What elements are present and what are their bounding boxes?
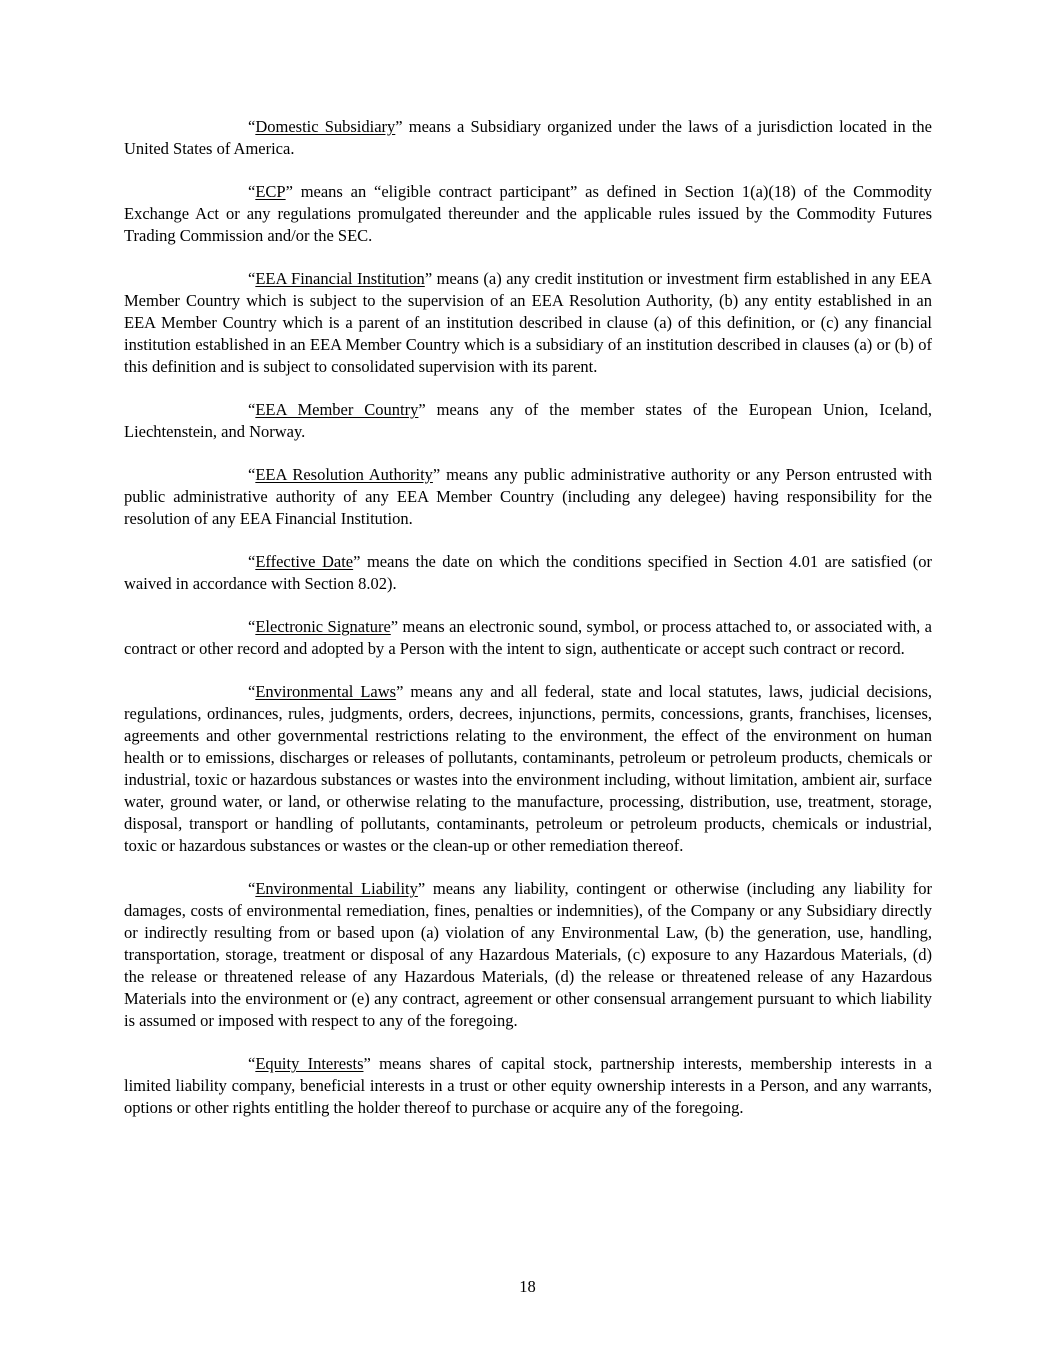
close-quote: ” [396, 682, 404, 701]
open-quote: “ [248, 617, 256, 636]
open-quote: “ [248, 682, 256, 701]
definition-paragraph [124, 1053, 932, 1119]
definition-paragraph [124, 464, 932, 530]
defined-term: Domestic Subsidiary [255, 117, 396, 136]
definition-paragraph [124, 551, 932, 595]
definition-text: means any and all federal, state and local statutes, laws, judicial decisions, regulations, ordinances, rules, judgments, orders, decrees, injunctions, permits, concessions, grants, franchises, licenses, agreements and other governmental restrictions relating to the environment, the effect of the environment on human health or to emissions, discharges or releases of pollutants, contaminants, petroleum or petroleum products, chemicals or industrial, toxic or hazardous substances or wastes into the environment including, without limitation, ambient air, surface water, ground water, or land, or otherwise relating to the manufacture, processing, distribution, use, treatment, storage, disposal, transport or handling of pollutants, contaminants, petroleum or petroleum products, chemicals or industrial, toxic or hazardous substances or wastes or the clean-up or other remediation thereof. [124, 682, 933, 855]
definition-paragraph [124, 268, 932, 378]
definition-paragraph [124, 616, 932, 660]
close-quote: ” [417, 879, 426, 898]
definition-text: means any liability, contingent or otherwise (including any liability for damages, costs of environmental remediation, fines, penalties or indemnities), of the Company or any Subsidiary directly or indirectly resulting from or based upon (a) violation of any Environmental Law, (b) the generation, use, handling, transportation, storage, treatment or disposal of any Hazardous Materials, (c) exposure to any Hazardous Materials, (d) the release or threatened release of any Hazardous Materials, (d) the release or threatened release of any Hazardous Materials into the environment or (e) any contract, agreement or other consensual arrangement pursuant to which liability is assumed or imposed with respect to any of the foregoing. [124, 879, 932, 1030]
definition-text: means (a) any credit institution or investment firm established in any EEA Member Country which is subject to the supervision of an EEA Resolution Authority, (b) any entity established in an EEA Member Country which is a parent of an institution described in clause (a) of this definition, or (c) any financial institution established in an EEA Member Country which is a subsidiary of an institution described in clauses (a) or (b) of this definition and is subject to consolidated supervision with its parent. [124, 269, 932, 376]
defined-term: ECP [255, 182, 286, 201]
definition-paragraph [124, 878, 932, 1032]
definition-paragraph [124, 181, 932, 247]
definition-text: means a Subsidiary organized under the laws of a jurisdiction located in the United States of America. [124, 117, 932, 158]
close-quote: ” [285, 182, 293, 201]
open-quote: “ [248, 552, 256, 571]
definition-text: means any public administrative authority or any Person entrusted with public administrative authority of any EEA Member Country (including any delegee) having responsibility for the resolution of any EEA Financial Institution. [124, 465, 932, 528]
open-quote: “ [248, 269, 256, 288]
definition-paragraph [124, 116, 932, 160]
definition-paragraph [124, 681, 932, 857]
defined-term: EEA Financial Institution [255, 269, 425, 288]
defined-term: Equity Interests [255, 1054, 364, 1073]
definition-text: means an “eligible contract participant” as defined in Section 1(a)(18) of the Commodity Exchange Act or any regulations promulgated thereunder and the applicable rules issued by the Commodity Futures Trading Commission and/or the SEC. [124, 182, 932, 245]
close-quote: ” [418, 400, 426, 419]
definition-text: means an electronic sound, symbol, or process attached to, or associated with, a contract or other record and adopted by a Person with the intent to sign, authenticate or accept such contract or record. [124, 617, 932, 658]
definition-paragraph [124, 399, 932, 443]
open-quote: “ [248, 400, 256, 419]
close-quote: ” [424, 269, 433, 288]
open-quote: “ [248, 1054, 256, 1073]
definition-text: means any of the member states of the European Union, Iceland, Liechtenstein, and Norway. [124, 400, 932, 441]
definition-text: means the date on which the conditions specified in Section 4.01 are satisfied (or waived in accordance with Section 8.02). [124, 552, 932, 593]
close-quote: ” [363, 1054, 371, 1073]
document-body [124, 116, 932, 1119]
defined-term: Environmental Laws [255, 682, 397, 701]
defined-term: EEA Member Country [255, 400, 419, 419]
open-quote: “ [248, 182, 256, 201]
open-quote: “ [248, 465, 256, 484]
close-quote: ” [395, 117, 403, 136]
open-quote: “ [248, 879, 256, 898]
page-number: 18 [519, 1277, 536, 1296]
close-quote: ” [353, 552, 361, 571]
defined-term: Environmental Liability [255, 879, 418, 898]
open-quote: “ [248, 117, 256, 136]
defined-term: EEA Resolution Authority [255, 465, 433, 484]
definition-text: means shares of capital stock, partnership interests, membership interests in a limited liability company, beneficial interests in a trust or other equity ownership interests in a Person, and any warrants, options or other rights entitling the holder thereof to purchase or acquire any of the foregoing. [124, 1054, 932, 1117]
close-quote: ” [432, 465, 441, 484]
close-quote: ” [390, 617, 399, 636]
defined-term: Effective Date [255, 552, 354, 571]
defined-term: Electronic Signature [255, 617, 391, 636]
